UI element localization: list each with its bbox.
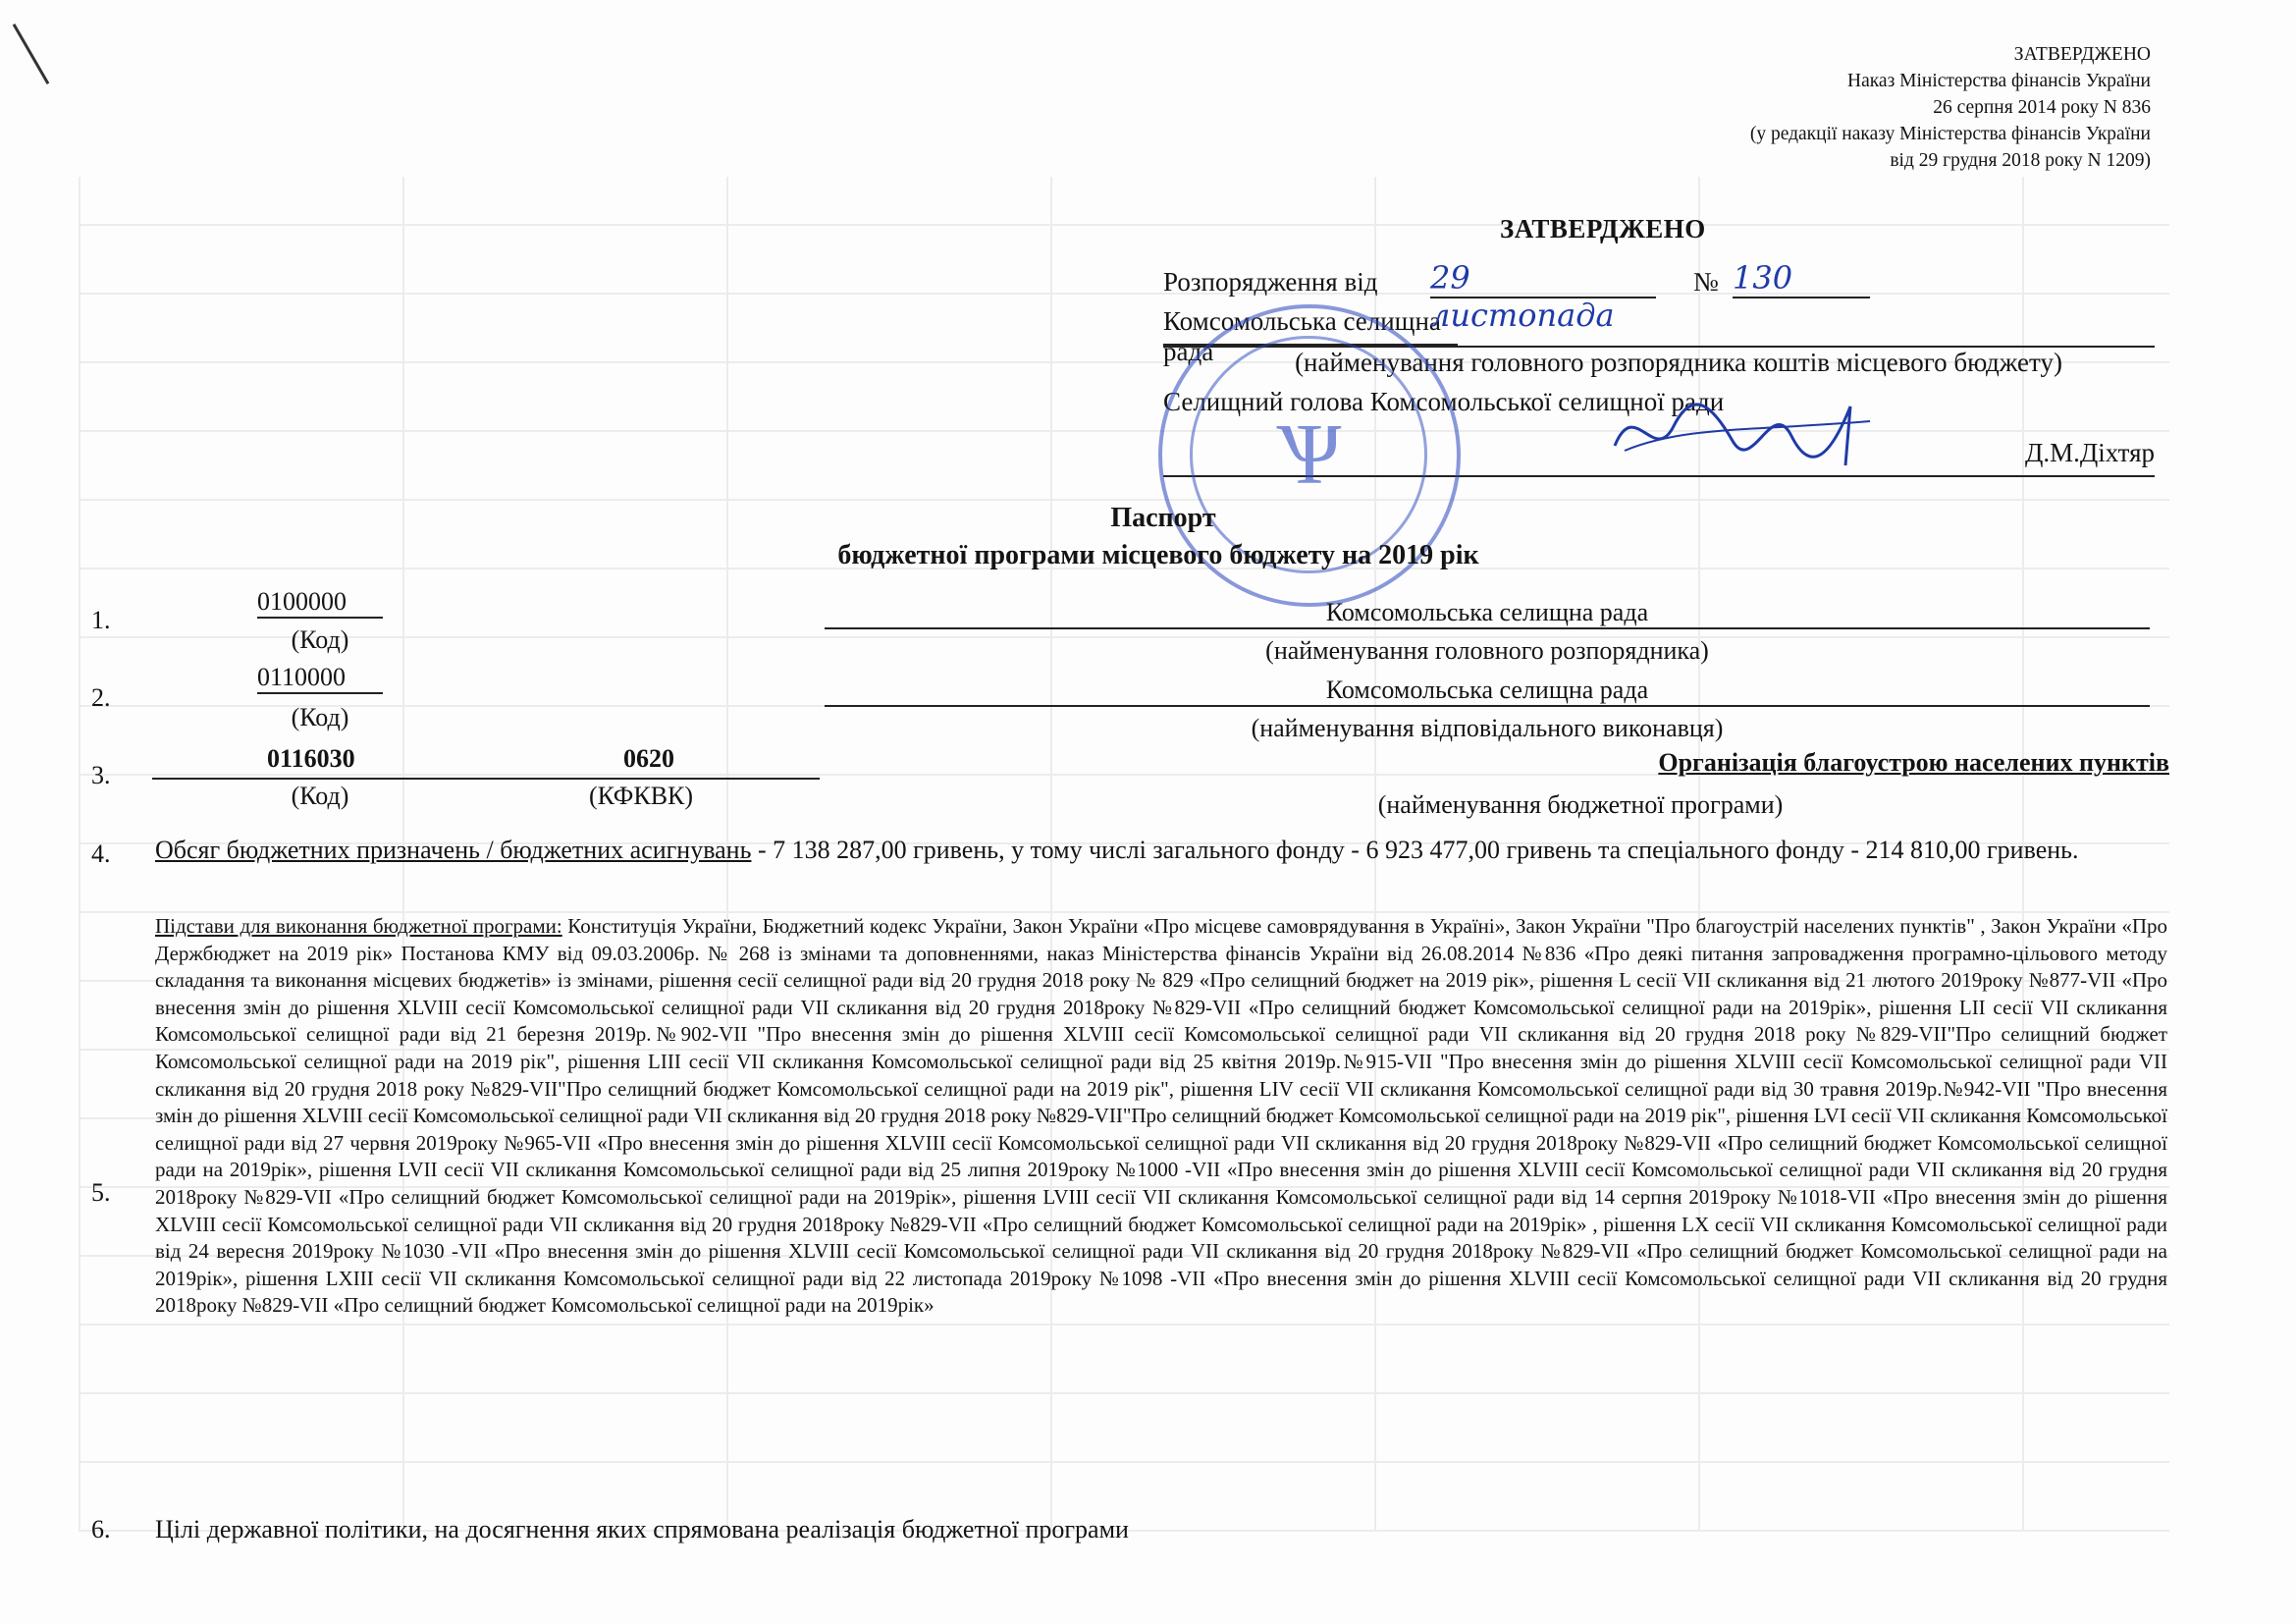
item-number: 3.	[91, 761, 111, 789]
program-code: 0116030	[267, 744, 355, 773]
approval-header-line: 26 серпня 2014 року N 836	[1933, 97, 2151, 118]
policy-goals: Цілі державної політики, на досягнення яких спрямована реалізація бюджетної програми	[155, 1515, 1129, 1543]
approval-header-line: (у редакції наказу Міністерства фінансів України	[1749, 124, 2151, 144]
signature-icon	[1595, 387, 1890, 475]
code-caption: (Код)	[291, 625, 349, 654]
approval-header-line: Наказ Міністерства фінансів України	[1847, 71, 2151, 91]
executor-name: Комсомольська селищна рада	[825, 676, 2150, 707]
kfkvk-caption: (КФКВК)	[588, 782, 694, 810]
responsible-name: Комсомольська селищна рада	[825, 598, 2150, 629]
order-label: Розпорядження від	[1163, 267, 1378, 297]
program-code-line	[152, 745, 820, 780]
kfkvk-code: 0620	[623, 744, 674, 773]
approval-title: ЗАТВЕРДЖЕНО	[1500, 214, 1706, 244]
item-number: 1.	[91, 606, 111, 634]
code-caption: (Код)	[291, 782, 349, 810]
passport-subtitle: бюджетної програми місцевого бюджету на 2019 рік	[837, 540, 1479, 570]
number-label: №	[1693, 267, 1719, 297]
scan-mark	[13, 24, 50, 84]
item-number: 4.	[91, 839, 111, 868]
trident-icon: Ѱ	[1277, 407, 1342, 503]
approval-header-line: ЗАТВЕРДЖЕНО	[2013, 44, 2151, 65]
order-line	[1163, 259, 2155, 334]
passport-title: Паспорт	[1110, 503, 1216, 533]
item-number: 6.	[91, 1515, 111, 1543]
item-code: 0110000	[257, 663, 383, 694]
order-number-field	[1733, 259, 1870, 298]
signer-title: Селищний голова Комсомольської селищної ради	[1163, 387, 1725, 416]
code-caption: (Код)	[291, 703, 349, 731]
approval-header	[1750, 41, 2151, 174]
basis-text: Конституція України, Бюджетний кодекс України, Закон України «Про місцеве самоврядування в Україні», Закон України "Про благоустрій населених пунктів" , Закон України «Про Держбюджет на 2019 рік» Постанова КМУ від 09.03.2006р. № 268 із змінами та доповненнями, наказ Міністерства фінансів України від 26.08.2014 №836 «Про деякі питання запровадження програмно-цільового методу складання та виконання місцевих бюджетів» із змінами, рішення сесії селищної ради від 20 грудня 2018 року № 829 «Про селищний бюджет на 2019 рік», рішення L сесії VII скликання від 21 лютого 2019року №877-VII «Про внесення змін до рішення XLVIII сесії Комсомольської селищної ради VII скликання від 20 грудня 2018року №829-VII «Про селищний бюджет Комсомольської селищної ради на 2019рік», рішення LII сесії VII скликання Комсомольської селищної ради від 21 березня 2019р.№902-VII "Про внесення змін до рішення XLVIII сесії Комсомольської селищної ради VII скликання від 20 грудня 2018 року №829-VII"Про селищний бюджет Комсомольської селищної ради на 2019 рік", рішення LIII сесії VII скликання Комсомольської селищної ради від 25 квітня 2019р.№915-VII "Про внесення змін до рішення XLVIII сесії Комсомольської селищної ради VII скликання від 20 грудня 2018 року №829-VII"Про селищний бюджет Комсомольської селищної ради на 2019 рік", рішення LIV сесії VII скликання Комсомольської селищної ради від 30 травня 2019р.№942-VII "Про внесення змін до рішення XLVIII сесії Комсомольської селищної ради VII скликання від 20 грудня 2018 року №829-VII"Про селищний бюджет Комсомольської селищної ради на 2019 рік", рішення LVI сесії VII скликання Комсомольської селищної ради від 27 червня 2019року №965-VII «Про внесення змін до рішення XLVIII сесії Комсомольської селищної ради VII скликання від 20 грудня 2018року №829-VII «Про селищний бюджет Комсомольської селищної ради на 2019рік», рішення LVII сесії VII скликання Комсомольської селищної ради від 25 липня 2019року №1000 -VII «Про внесення змін до рішення XLVIII сесії Комсомольської селищної ради VII скликання від 20 грудня 2018року №829-VII «Про селищний бюджет Комсомольської селищної ради на 2019рік», рішення LVIII сесії VII скликання Комсомольської селищної ради від 14 серпня 2019року №1018-VII «Про внесення змін до рішення XLVIII сесії Комсомольської селищної ради VII скликання від 20 грудня 2018року №829-VII «Про селищний бюджет Комсомольської селищної ради на 2019рік» , рішення LX сесії VII скликання Комсомольської селищної ради від 24 вересня 2019року №1030 -VII «Про внесення змін до рішення XLVIII сесії Комсомольської селищної ради VII скликання від 20 грудня 2018року №829-VII «Про селищний бюджет Комсомольської селищної ради на 2019рік», рішення LXIII сесії VII скликання Комсомольської селищної ради від 22 листопада 2019року №1098 -VII «Про внесення змін до рішення XLVIII сесії Комсомольської селищної ради VII скликання від 20 грудня 2018року №829-VII «Про селищний бюджет Комсомольської селищної ради на 2019рік»	[155, 914, 2167, 1318]
item-code: 0100000	[257, 587, 383, 619]
basis-label: Підстави для виконання бюджетної програми:	[155, 914, 562, 938]
program-name: Організація благоустрою населених пунктів	[1658, 748, 2169, 777]
order-date-field	[1430, 259, 1656, 334]
item-number: 2.	[91, 683, 111, 712]
authority-caption: (найменування головного розпорядника коштів місцевого бюджету)	[1295, 348, 2062, 377]
order-date: 29 листопада	[1430, 259, 1615, 334]
responsible-caption: (найменування головного розпорядника)	[1265, 636, 1709, 665]
budget-volume-label: Обсяг бюджетних призначень / бюджетних асигнувань	[155, 836, 752, 864]
executor-caption: (найменування відповідального виконавця)	[1251, 714, 1724, 742]
approval-header-line: від 29 грудня 2018 року N 1209)	[1890, 150, 2151, 171]
budget-volume-text: - 7 138 287,00 гривень, у тому числі загального фонду - 6 923 477,00 гривень та спеціального фонду - 214 810,00 гривень.	[751, 836, 2079, 864]
item-number: 5.	[91, 1178, 111, 1207]
program-caption: (найменування бюджетної програми)	[1377, 790, 1784, 819]
authority-name: Комсомольська селищна рада	[1163, 306, 1441, 366]
signer-name: Д.М.Діхтяр	[2024, 438, 2155, 467]
budget-volume	[155, 834, 2158, 867]
program-basis	[155, 913, 2167, 1320]
order-number: 130	[1733, 259, 1793, 297]
